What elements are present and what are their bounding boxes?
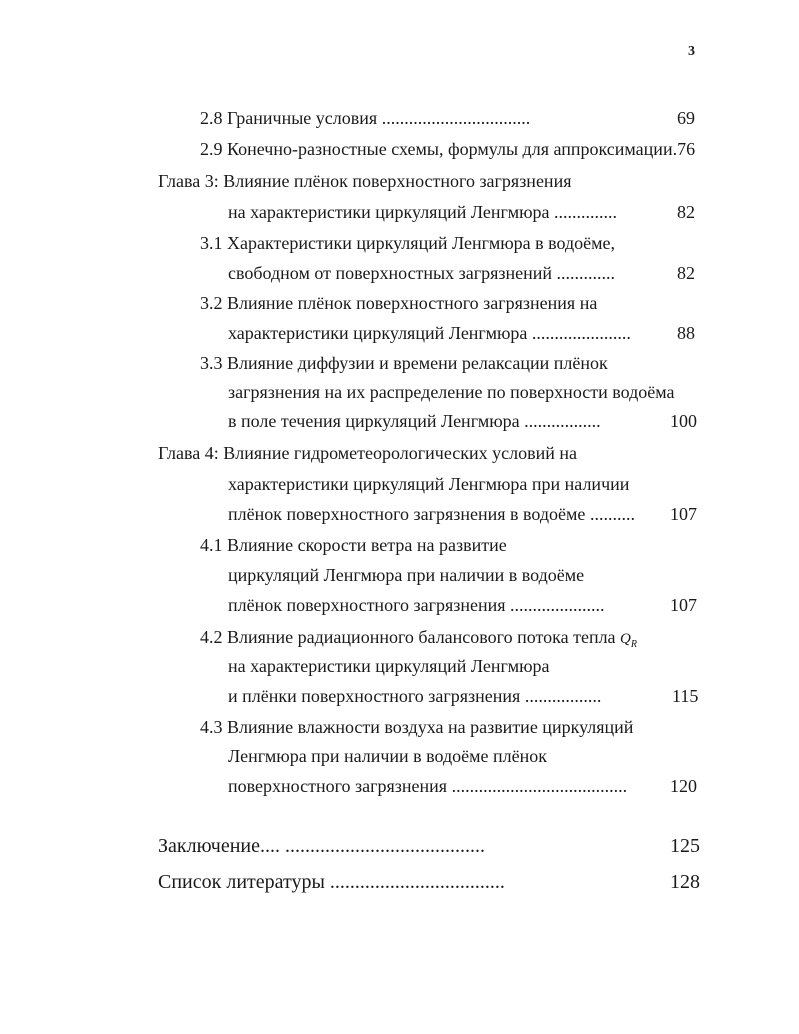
toc-title: Заключение — [158, 835, 260, 857]
toc-page: 120 — [670, 776, 697, 796]
toc-entry-3-2 — [200, 292, 597, 314]
toc-title-line: и плёнки поверхностного загрязнения — [228, 686, 521, 706]
toc-page: 115 — [672, 686, 699, 706]
chapter-title-line: на характеристики циркуляций Ленгмюра — [228, 202, 550, 222]
toc-conclusion — [158, 835, 485, 857]
toc-entry-4-1-line3 — [228, 594, 605, 616]
toc-title-line: загрязнения на их распределение по поверхности водоёма — [228, 382, 675, 402]
toc-title-line: Влияние плёнок поверхностного загрязнения на — [227, 293, 598, 313]
chapter-title-line: Влияние гидрометеорологических условий на — [223, 443, 577, 463]
toc-title-line: поверхностного загрязнения — [228, 776, 448, 796]
toc-leader: ..................... — [510, 595, 605, 615]
toc-leader: .... ........................................ — [260, 835, 485, 857]
toc-leader: .......... — [589, 504, 635, 524]
toc-page: 88 — [677, 323, 695, 343]
toc-title-line: характеристики циркуляций Ленгмюра — [228, 323, 528, 343]
toc-page: 125 — [670, 835, 700, 857]
toc-title-line: Влияние влажности воздуха на развитие циркуляций — [227, 717, 634, 737]
toc-title-line: Влияние диффузии и времени релаксации плёнок — [227, 353, 608, 373]
toc-title-line: Влияние радиационного балансового потока тепла — [227, 627, 616, 647]
toc-references — [158, 871, 505, 893]
heat-flux-symbol: $Q_R$ — [620, 631, 637, 650]
chapter-title-line: характеристики циркуляций Ленгмюра при наличии — [228, 474, 630, 494]
toc-title-line: Влияние скорости ветра на развитие — [227, 535, 507, 555]
toc-leader: .............. — [554, 202, 618, 222]
toc-page: 76 — [677, 139, 696, 159]
toc-leader: ...................... — [531, 323, 631, 343]
chapter-label: Глава 4: — [158, 443, 219, 463]
toc-number: 3.1 — [200, 233, 223, 253]
toc-entry-2-8 — [200, 107, 530, 129]
toc-number: 4.1 — [200, 535, 223, 555]
toc-entry-3-2-line2 — [228, 322, 631, 344]
toc-title-line: циркуляций Ленгмюра при наличии в водоёме — [228, 565, 585, 585]
toc-chapter-3-line2 — [228, 201, 617, 223]
toc-number: 3.2 — [200, 293, 223, 313]
toc-entry-4-1 — [200, 534, 507, 556]
toc-title-line: на характеристики циркуляций Ленгмюра — [228, 656, 550, 676]
toc-page: 107 — [670, 595, 697, 615]
toc-page: 69 — [677, 108, 695, 128]
chapter-title-line: плёнок поверхностного загрязнения в водоёме — [228, 504, 586, 524]
toc-page: 82 — [677, 202, 695, 222]
toc-entry-4-3 — [200, 716, 633, 738]
toc-leader: ................. — [524, 686, 602, 706]
toc-title-line: Ленгмюра при наличии в водоёме плёнок — [228, 746, 548, 766]
chapter-title-line: Влияние плёнок поверхностного загрязнения — [223, 171, 572, 191]
toc-page: 100 — [670, 411, 697, 431]
toc-entry-3-1-line2 — [228, 262, 615, 284]
toc-title: Граничные условия — [227, 108, 378, 128]
toc-entry-4-3-line3 — [228, 775, 627, 797]
toc-chapter-4-line3 — [228, 503, 635, 525]
toc-chapter-3 — [158, 170, 571, 192]
toc-page: 128 — [670, 871, 700, 893]
toc-entry-3-3-line3 — [228, 410, 601, 432]
toc-title-line: Характеристики циркуляций Ленгмюра в водоёме, — [227, 233, 616, 253]
toc-leader: ....................................... — [451, 776, 628, 796]
toc-entry-3-3 — [200, 352, 608, 374]
toc-chapter-4 — [158, 442, 577, 464]
toc-leader: ................................. — [381, 108, 531, 128]
toc-page: 107 — [670, 504, 697, 524]
toc-entry-4-2-line3 — [228, 685, 601, 707]
toc-number: 4.2 — [200, 627, 223, 647]
toc-title-line: в поле течения циркуляций Ленгмюра — [228, 411, 520, 431]
toc-title-line: свободном от поверхностных загрязнений — [228, 263, 553, 283]
toc-entry-4-2 — [200, 626, 637, 656]
toc-number: 2.9 — [200, 139, 223, 159]
toc-title: Список литературы — [158, 871, 325, 893]
toc-title-line: плёнок поверхностного загрязнения — [228, 595, 506, 615]
toc-number: 2.8 — [200, 108, 223, 128]
toc-page: 82 — [677, 263, 695, 283]
toc-number: 4.3 — [200, 717, 223, 737]
toc-leader: ............. — [556, 263, 616, 283]
toc-number: 3.3 — [200, 353, 223, 373]
page-number: 3 — [688, 44, 695, 59]
toc-leader: ................. — [524, 411, 601, 431]
toc-entry-3-1 — [200, 232, 615, 254]
toc-leader: ................................... — [329, 871, 505, 893]
toc-title: Конечно-разностные схемы, формулы для аппроксимации. — [227, 139, 678, 159]
chapter-label: Глава 3: — [158, 171, 219, 191]
toc-entry-2-9 — [200, 138, 695, 160]
